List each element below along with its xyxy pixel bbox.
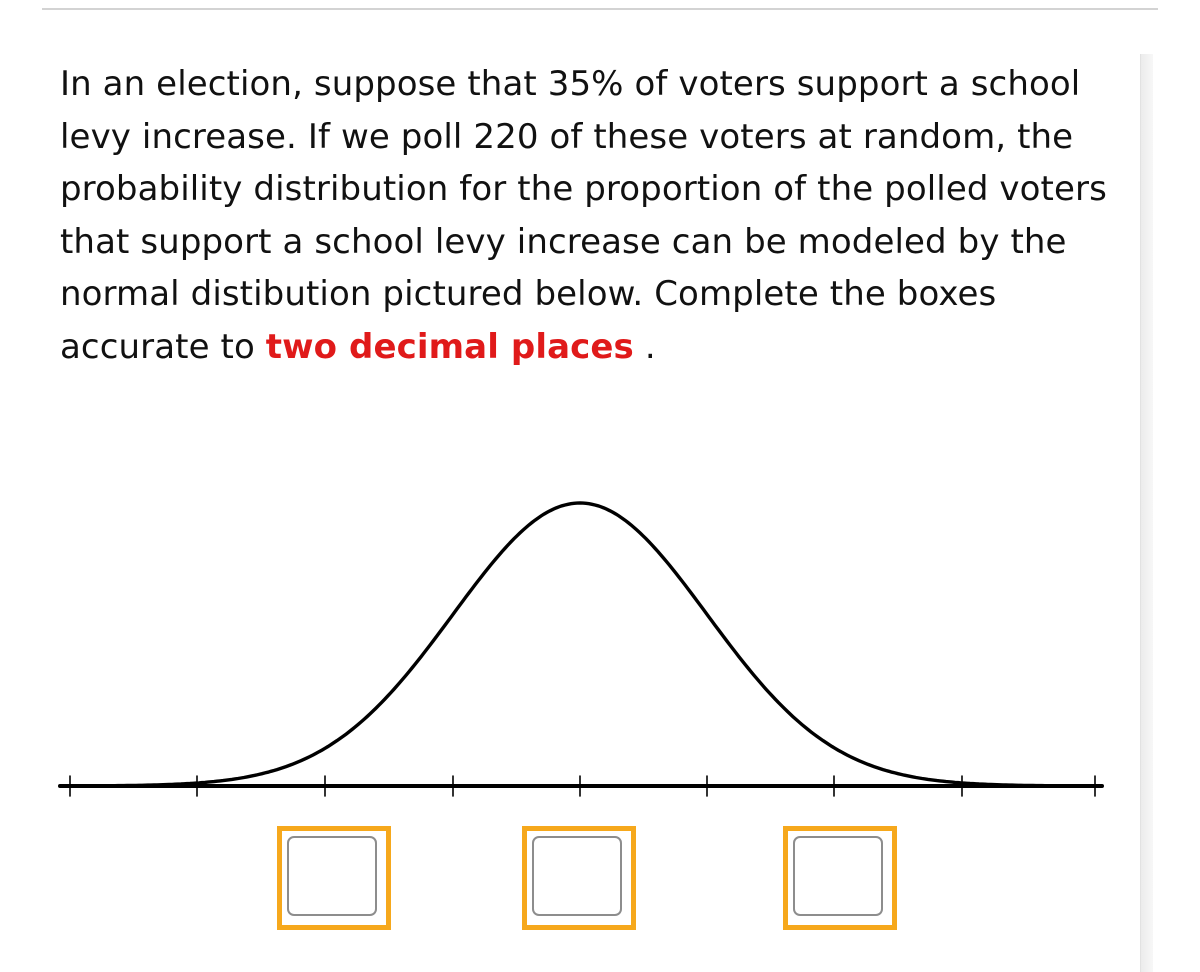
question-end: . (633, 326, 656, 367)
answer-box-1 (277, 826, 391, 930)
bell-curve (70, 503, 1093, 786)
answer-box-2 (522, 826, 636, 930)
answer-box-3 (783, 826, 897, 930)
question-highlight: two decimal places (265, 326, 634, 367)
answer-input-3[interactable] (793, 836, 883, 916)
question-body: In an election, suppose that 35% of voters support a school levy increase. If we poll 220 of these voters at random, the probability distribution for the proportion of the polled voters that support a school levy increase can be modeled by the normal distibution pictured below. Complete the boxes accurate to (60, 64, 1107, 367)
answer-input-2[interactable] (532, 836, 622, 916)
answer-input-1[interactable] (287, 836, 377, 916)
